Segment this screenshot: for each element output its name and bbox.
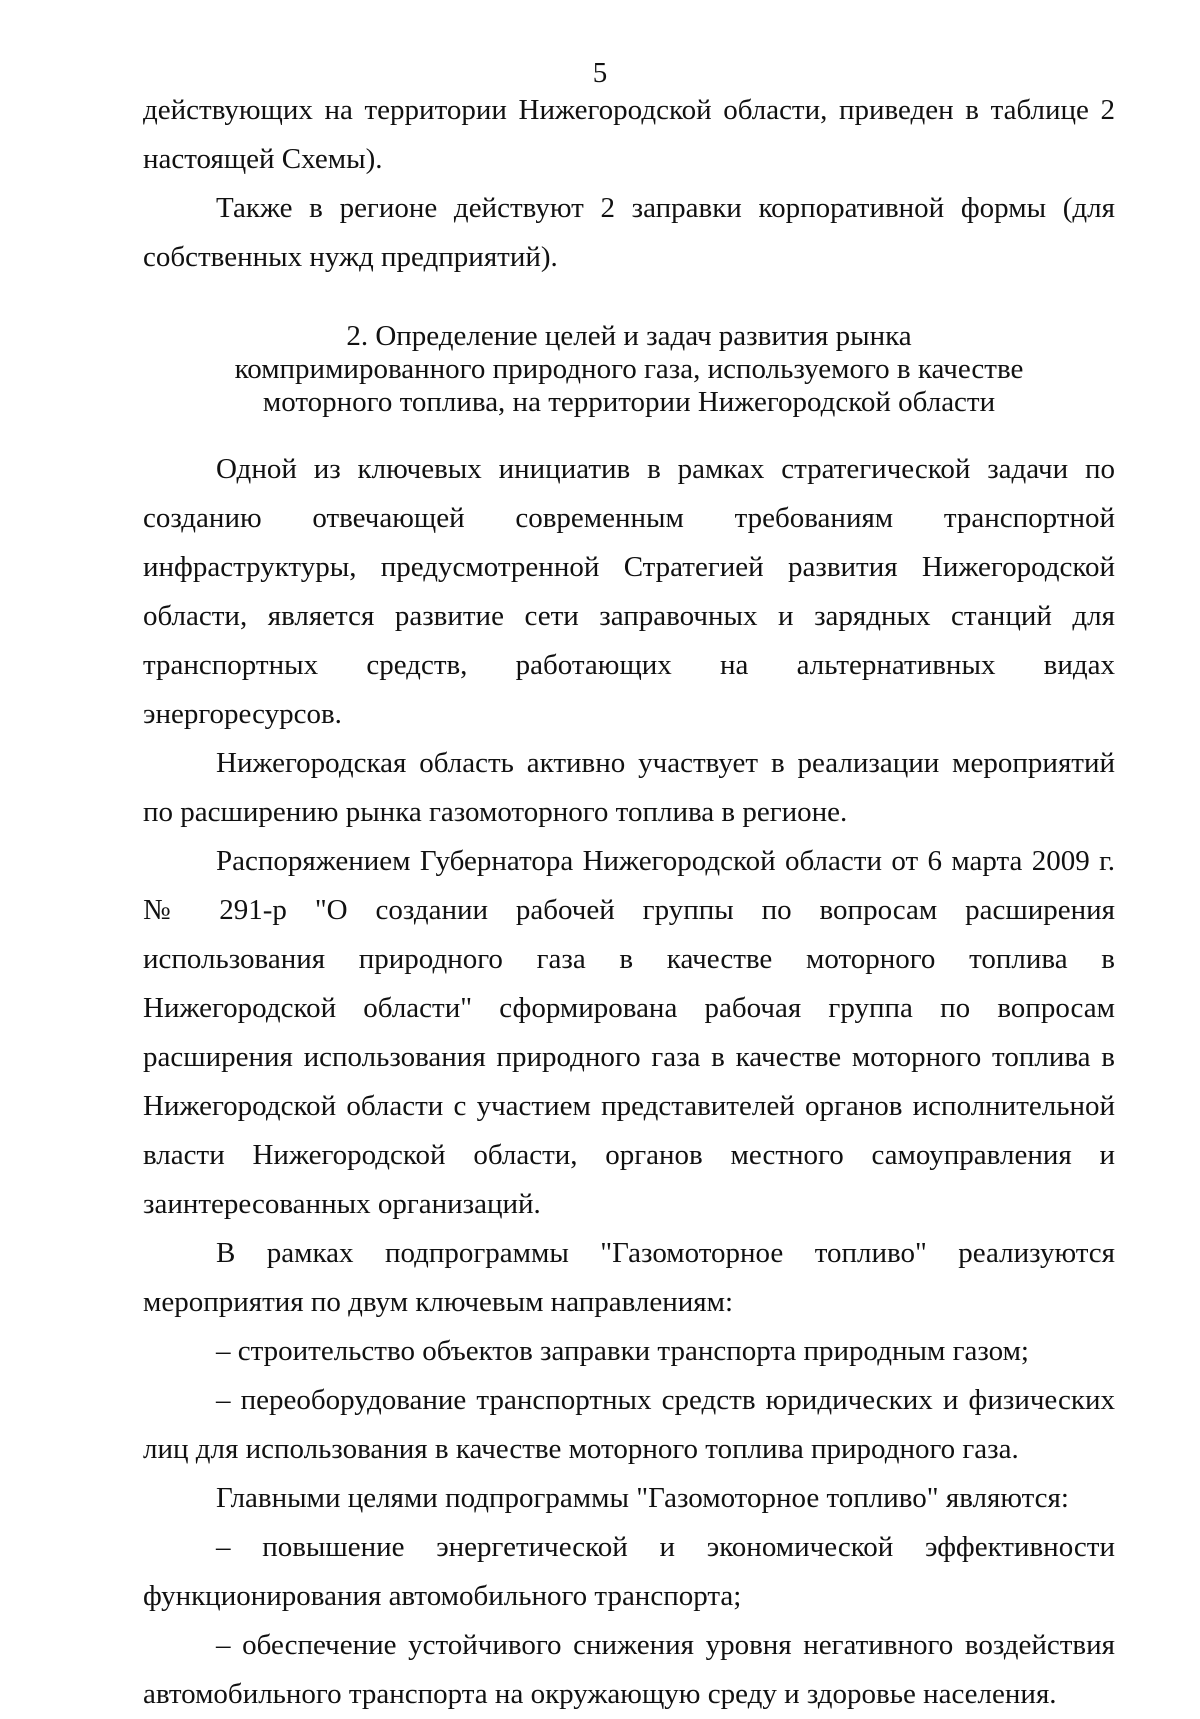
list-item-environment: – обеспечение устойчивого снижения уровня негативного воздействия автомобильного транспорта на окружающую среду и здоровье населения. [143, 1629, 1115, 1710]
section-heading [143, 320, 1115, 419]
paragraph-subprogram-directions: В рамках подпрограммы "Газомоторное топливо" реализуются мероприятия по двум ключевым направлениям: [143, 1237, 1115, 1318]
paragraph-region-participation: Нижегородская область активно участвует в реализации мероприятий по расширению рынка газомоторного топлива в регионе. [143, 747, 1115, 828]
document-body [143, 86, 1115, 1719]
paragraph-continuation: действующих на территории Нижегородской области, приведен в таблице 2 настоящей Схемы). [143, 94, 1115, 175]
section-heading-line-2: компримированного природного газа, используемого в качестве [234, 353, 1024, 385]
paragraph-governor-order: Распоряжением Губернатора Нижегородской области от 6 марта 2009 г. № 291-р "О создании рабочей группы по вопросам расширения использования природного газа в качестве моторного топлива в Нижегородской области" сформирована рабочая группа по вопросам расширения использования природного газа в качестве моторного топлива в Нижегородской области с участием представителей органов исполнительной власти Нижегородской области, органов местного самоуправления и заинтересованных организаций. [143, 845, 1115, 1220]
paragraph-main-goals: Главными целями подпрограммы "Газомоторное топливо" являются: [216, 1482, 1069, 1514]
page-number: 5 [592, 57, 608, 89]
list-item-conversion: – переоборудование транспортных средств юридических и физических лиц для использования в качестве моторного топлива природного газа. [143, 1384, 1115, 1465]
section-heading-line-1: 2. Определение целей и задач развития рынка [346, 320, 912, 352]
list-item-construction: – строительство объектов заправки транспорта природным газом; [216, 1335, 1029, 1367]
paragraph-corporate-stations: Также в регионе действуют 2 заправки корпоративной формы (для собственных нужд предприятий). [143, 192, 1115, 273]
list-item-efficiency: – повышение энергетической и экономической эффективности функционирования автомобильного транспорта; [143, 1531, 1115, 1612]
paragraph-key-initiative: Одной из ключевых инициатив в рамках стратегической задачи по созданию отвечающей современным требованиям транспортной инфраструктуры, предусмотренной Стратегией развития Нижегородской области, является развитие сети заправочных и зарядных станций для транспортных средств, работающих на альтернативных видах энергоресурсов. [143, 453, 1115, 730]
section-heading-line-3: моторного топлива, на территории Нижегородской области [262, 386, 996, 418]
